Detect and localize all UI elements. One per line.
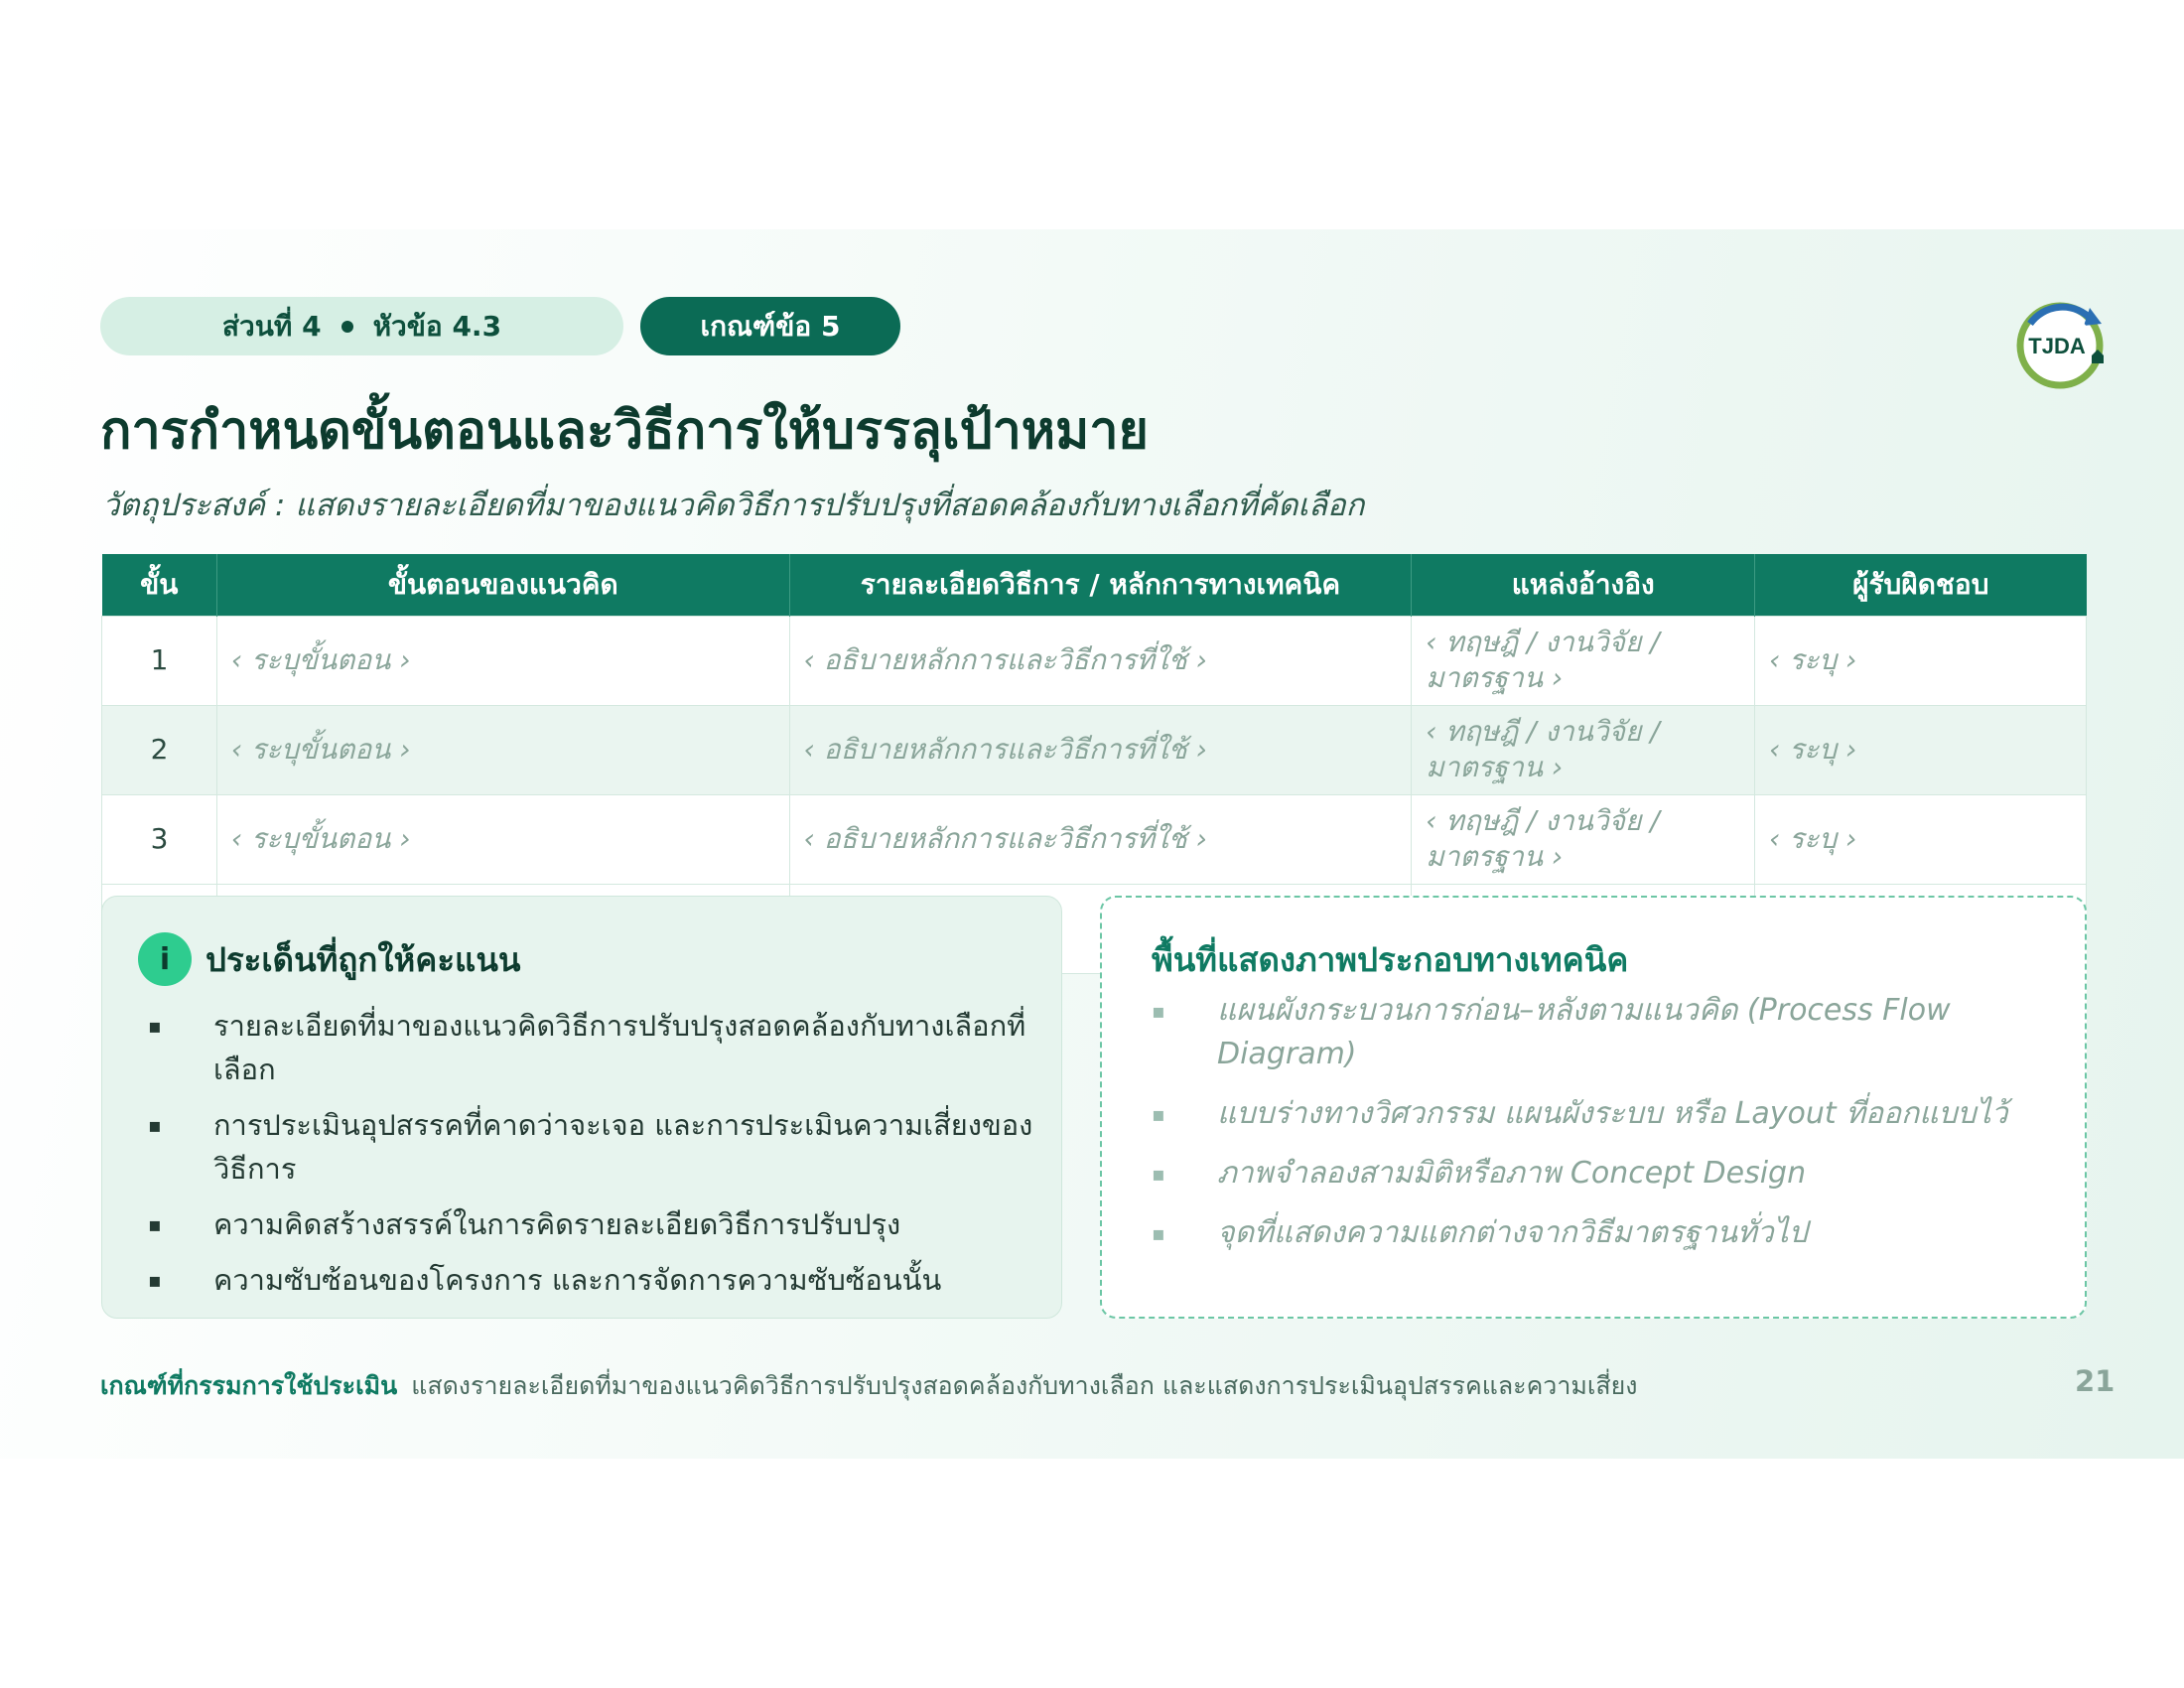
- topic-label: หัวข้อ 4.3: [372, 309, 502, 343]
- bullet-icon: ▪: [1152, 999, 1165, 1023]
- detail-placeholder[interactable]: ‹ อธิบายหลักการและวิธีการที่ใช้ ›: [789, 616, 1412, 705]
- step-number: 2: [102, 705, 217, 794]
- bullet-icon: ▪: [148, 1268, 162, 1292]
- slide: [0, 229, 2184, 1459]
- bullet-icon: ▪: [148, 1113, 162, 1137]
- technical-illustration-area[interactable]: [1100, 896, 2087, 1319]
- bullet-icon: ▪: [148, 1014, 162, 1038]
- list-item: [1152, 1152, 2065, 1196]
- objective-subtitle: วัตถุประสงค์ : แสดงรายละเอียดที่มาของแนวคิดวิธีการปรับปรุงที่สอดคล้องกับทางเลือกที่คัดเลือก: [102, 488, 1365, 523]
- list-item: [148, 1258, 1041, 1302]
- table-row: [102, 705, 2087, 794]
- technical-panel-title: พื้นที่แสดงภาพประกอบทางเทคนิค: [1152, 940, 1629, 979]
- page-number: 21: [2075, 1364, 2116, 1398]
- footer: [100, 1366, 1638, 1406]
- list-item-text: ความซับซ้อนของโครงการ และการจัดการความซับซ้อนนั้น: [213, 1263, 942, 1297]
- table-row: [102, 794, 2087, 884]
- list-item-text: รายละเอียดที่มาของแนวคิดวิธีการปรับปรุงสอดคล้องกับทางเลือกที่เลือก: [213, 1009, 1026, 1086]
- scoring-list: [148, 1004, 1041, 1314]
- scoring-panel-title: ประเด็นที่ถูกให้คะแนน: [205, 939, 521, 979]
- column-header-owner: ผู้รับผิดชอบ: [1755, 554, 2087, 616]
- table-row: [102, 616, 2087, 705]
- owner-placeholder[interactable]: ‹ ระบุ ›: [1755, 616, 2087, 705]
- bullet-icon: ▪: [148, 1212, 162, 1236]
- technical-list: [1152, 989, 2065, 1271]
- step-number: 1: [102, 616, 217, 705]
- list-item-text: จุดที่แสดงความแตกต่างจากวิธีมาตรฐานทั่วไป: [1217, 1215, 1808, 1250]
- dot-separator-icon: [341, 321, 353, 333]
- reference-placeholder[interactable]: ‹ ทฤษฎี / งานวิจัย / มาตรฐาน ›: [1412, 705, 1755, 794]
- footer-label: เกณฑ์ที่กรรมการใช้ประเมิน: [100, 1371, 398, 1400]
- detail-placeholder[interactable]: ‹ อธิบายหลักการและวิธีการที่ใช้ ›: [789, 794, 1412, 884]
- step-placeholder[interactable]: ‹ ระบุขั้นตอน ›: [216, 705, 789, 794]
- step-placeholder[interactable]: ‹ ระบุขั้นตอน ›: [216, 616, 789, 705]
- column-header-step-number: ขั้น: [102, 554, 217, 616]
- list-item-text: ความคิดสร้างสรรค์ในการคิดรายละเอียดวิธีการปรับปรุง: [213, 1207, 901, 1241]
- column-header-detail: รายละเอียดวิธีการ / หลักการทางเทคนิค: [789, 554, 1412, 616]
- list-item: [1152, 1092, 2065, 1136]
- bullet-icon: ▪: [1152, 1221, 1165, 1245]
- list-item: [1152, 1211, 2065, 1255]
- step-number: 3: [102, 794, 217, 884]
- detail-placeholder[interactable]: ‹ อธิบายหลักการและวิธีการที่ใช้ ›: [789, 705, 1412, 794]
- bullet-icon: ▪: [1152, 1102, 1165, 1126]
- page-title: การกำหนดขั้นตอนและวิธีการให้บรรลุเป้าหมาย: [100, 401, 1149, 461]
- column-header-step: ขั้นตอนของแนวคิด: [216, 554, 789, 616]
- table-header-row: [102, 554, 2087, 616]
- criteria-badge: [640, 297, 900, 355]
- column-header-reference: แหล่งอ้างอิง: [1412, 554, 1755, 616]
- section-label: ส่วนที่ 4: [221, 309, 322, 343]
- section-badge: [100, 297, 623, 355]
- bullet-icon: ▪: [1152, 1162, 1165, 1186]
- info-icon: i: [138, 932, 192, 986]
- list-item: [148, 1004, 1041, 1091]
- footer-text: แสดงรายละเอียดที่มาของแนวคิดวิธีการปรับปรุงสอดคล้องกับทางเลือก และแสดงการประเมินอุปสรรคและความเสี่ยง: [411, 1371, 1638, 1400]
- scoring-panel-header: [138, 932, 520, 986]
- tjda-logo: [2010, 294, 2110, 393]
- reference-placeholder[interactable]: ‹ ทฤษฎี / งานวิจัย / มาตรฐาน ›: [1412, 616, 1755, 705]
- list-item-text: แบบร่างทางวิศวกรรม แผนผังระบบ หรือ Layout ที่ออกแบบไว้: [1217, 1096, 2008, 1131]
- owner-placeholder[interactable]: ‹ ระบุ ›: [1755, 705, 2087, 794]
- list-item-text: แผนผังกระบวนการก่อน–หลังตามแนวคิด (Process Flow Diagram): [1217, 993, 1951, 1071]
- owner-placeholder[interactable]: ‹ ระบุ ›: [1755, 794, 2087, 884]
- step-placeholder[interactable]: ‹ ระบุขั้นตอน ›: [216, 794, 789, 884]
- list-item-text: การประเมินอุปสรรคที่คาดว่าจะเจอ และการประเมินความเสี่ยงของวิธีการ: [213, 1108, 1033, 1186]
- list-item: [1152, 989, 2065, 1076]
- logo-text: TJDA: [2028, 334, 2086, 358]
- list-item-text: ภาพจำลองสามมิติหรือภาพ Concept Design: [1217, 1156, 1807, 1191]
- list-item: [148, 1202, 1041, 1246]
- reference-placeholder[interactable]: ‹ ทฤษฎี / งานวิจัย / มาตรฐาน ›: [1412, 794, 1755, 884]
- criteria-label: เกณฑ์ข้อ 5: [700, 309, 841, 343]
- list-item: [148, 1103, 1041, 1191]
- scoring-criteria-panel: [101, 896, 1062, 1319]
